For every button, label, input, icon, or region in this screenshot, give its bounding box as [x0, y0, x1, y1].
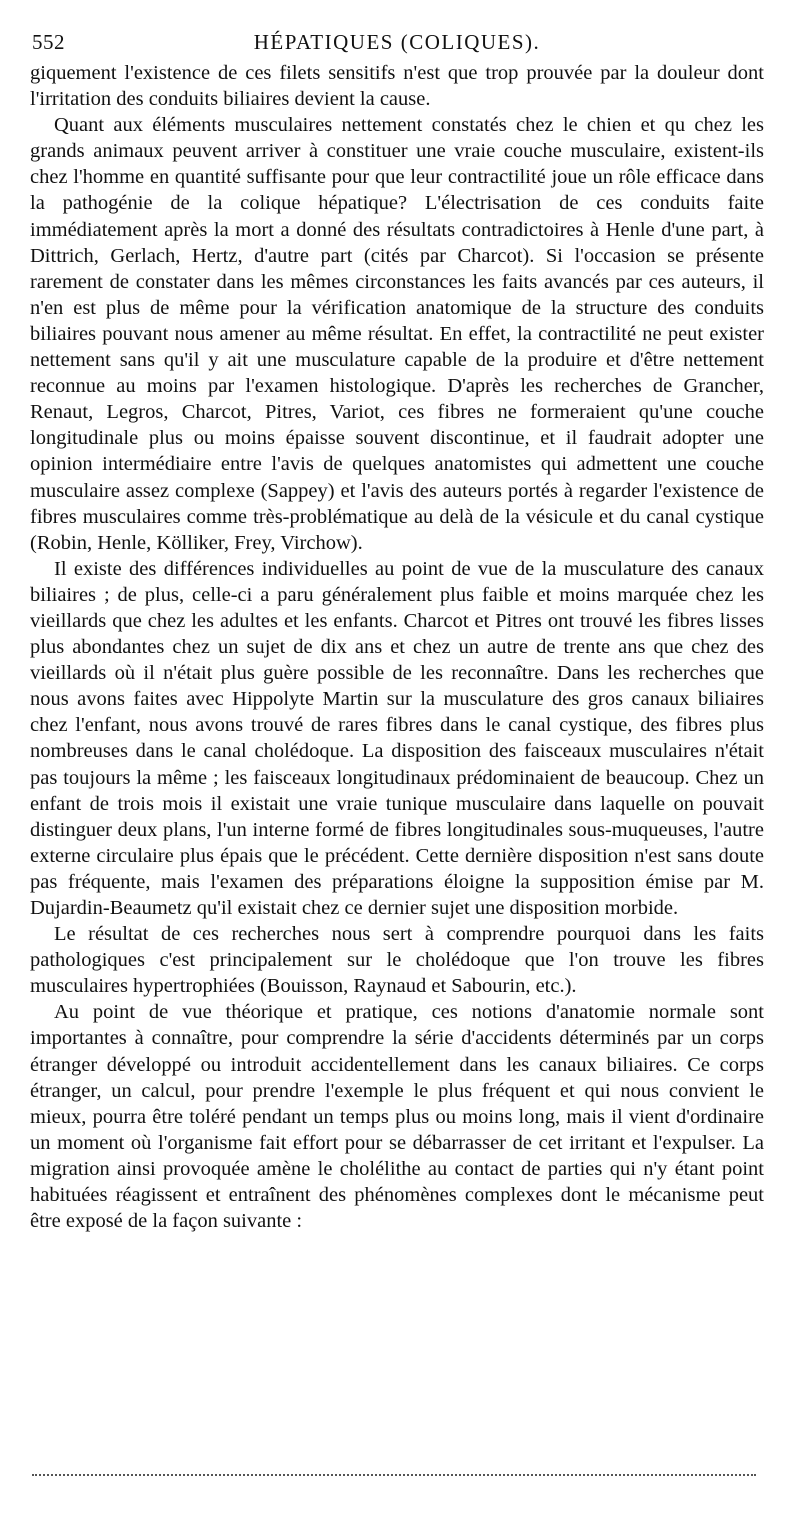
- footer-dotted-rule: [32, 1474, 756, 1476]
- page-number: 552: [32, 30, 65, 54]
- paragraph: Au point de vue théorique et pratique, ces notions d'anatomie normale sont importantes à connaître, pour comprendre la série d'accidents déterminés par un corps étranger développé ou introduit accidentellement dans les canaux biliaires. Ce corps étranger, un calcul, pour prendre l'exemple le plus fréquent et qui nous convient le mieux, pourra être toléré pendant un temps plus ou moins long, mais il vient d'ordinaire un moment où l'organisme fait effort pour se débarrasser de cet irritant et l'expulser. La migration ainsi provoquée amène le cholélithe au contact de parties qui n'y étant point habituées réagissent et entraînent des phénomènes complexes dont le mécanisme peut être exposé de la façon suivante :: [30, 1001, 764, 1233]
- page: [30, 30, 764, 1234]
- paragraph: Quant aux éléments musculaires nettement constatés chez le chien et qu chez les grands animaux peuvent arriver à constituer une vraie couche musculaire, existent-ils chez l'homme en quantité suffisante pour que leur contractilité joue un rôle efficace dans la pathogénie de la colique hépatique? L'électrisation de ces conduits faite immédiatement après la mort a donné des résultats contradictoires à Henle d'une part, à Dittrich, Gerlach, Hertz, d'autre part (cités par Charcot). Si l'occasion se présente rarement de constater dans les mêmes circonstances les faits avancés par ces auteurs, il n'en est plus de même pour la vérification anatomique de la structure des conduits biliaires pouvant nous amener au même résultat. En effet, la contractilité ne peut exister nettement sans qu'il y ait une musculature capable de la produire et d'être nettement reconnue au moins par l'examen histologique. D'après les recherches de Grancher, Renaut, Legros, Charcot, Pitres, Variot, ces fibres ne formeraient qu'une couche longitudinale plus ou moins épaisse souvent discontinue, et il faudrait adopter une opinion intermédiaire entre l'avis de quelques anatomistes qui admettent une couche musculaire assez complexe (Sappey) et l'avis des auteurs portés à regarder l'existence de fibres musculaires comme très-problématique au delà de la vésicule et du canal cystique (Robin, Henle, Kölliker, Frey, Virchow).: [30, 114, 764, 554]
- page-header: [30, 30, 764, 60]
- running-title: HÉPATIQUES (COLIQUES).: [253, 30, 541, 54]
- body-text: [30, 60, 764, 1234]
- paragraph: Il existe des différences individuelles au point de vue de la musculature des canaux biliaires ; de plus, celle-ci a paru généralement plus faible et moins marquée chez les vieillards que chez les adultes et les enfants. Charcot et Pitres ont trouvé les fibres lisses plus abondantes chez un sujet de dix ans et chez un autre de trente ans que chez des vieillards où il n'était plus guère possible de les reconnaître. Dans les recherches que nous avons faites avec Hippolyte Martin sur la musculature des gros canaux biliaires chez l'enfant, nous avons trouvé de rares fibres dans le canal cystique, des fibres plus nombreuses dans le canal cholédoque. La disposition des faisceaux musculaires n'était pas toujours la même ; les faisceaux longitudinaux prédominaient de beaucoup. Chez un enfant de trois mois il existait une vraie tunique musculaire dans laquelle on pouvait distinguer deux plans, l'un interne formé de fibres longitudinales sous-muqueuses, l'autre externe circulaire plus épais que le précédent. Cette dernière disposition n'est sans doute pas fréquente, mais l'examen des préparations éloigne la supposition émise par M. Dujardin-Beaumetz qu'il existait chez ce dernier sujet une disposition morbide.: [30, 557, 764, 919]
- paragraph-continuation: giquement l'existence de ces filets sensitifs n'est que trop prouvée par la douleur dont l'irritation des conduits biliaires devient la cause.: [30, 62, 764, 111]
- paragraph: Le résultat de ces recherches nous sert à comprendre pourquoi dans les faits pathologiques c'est principalement sur le cholédoque que l'on trouve les fibres musculaires hypertrophiées (Bouisson, Raynaud et Sabourin, etc.).: [30, 923, 764, 998]
